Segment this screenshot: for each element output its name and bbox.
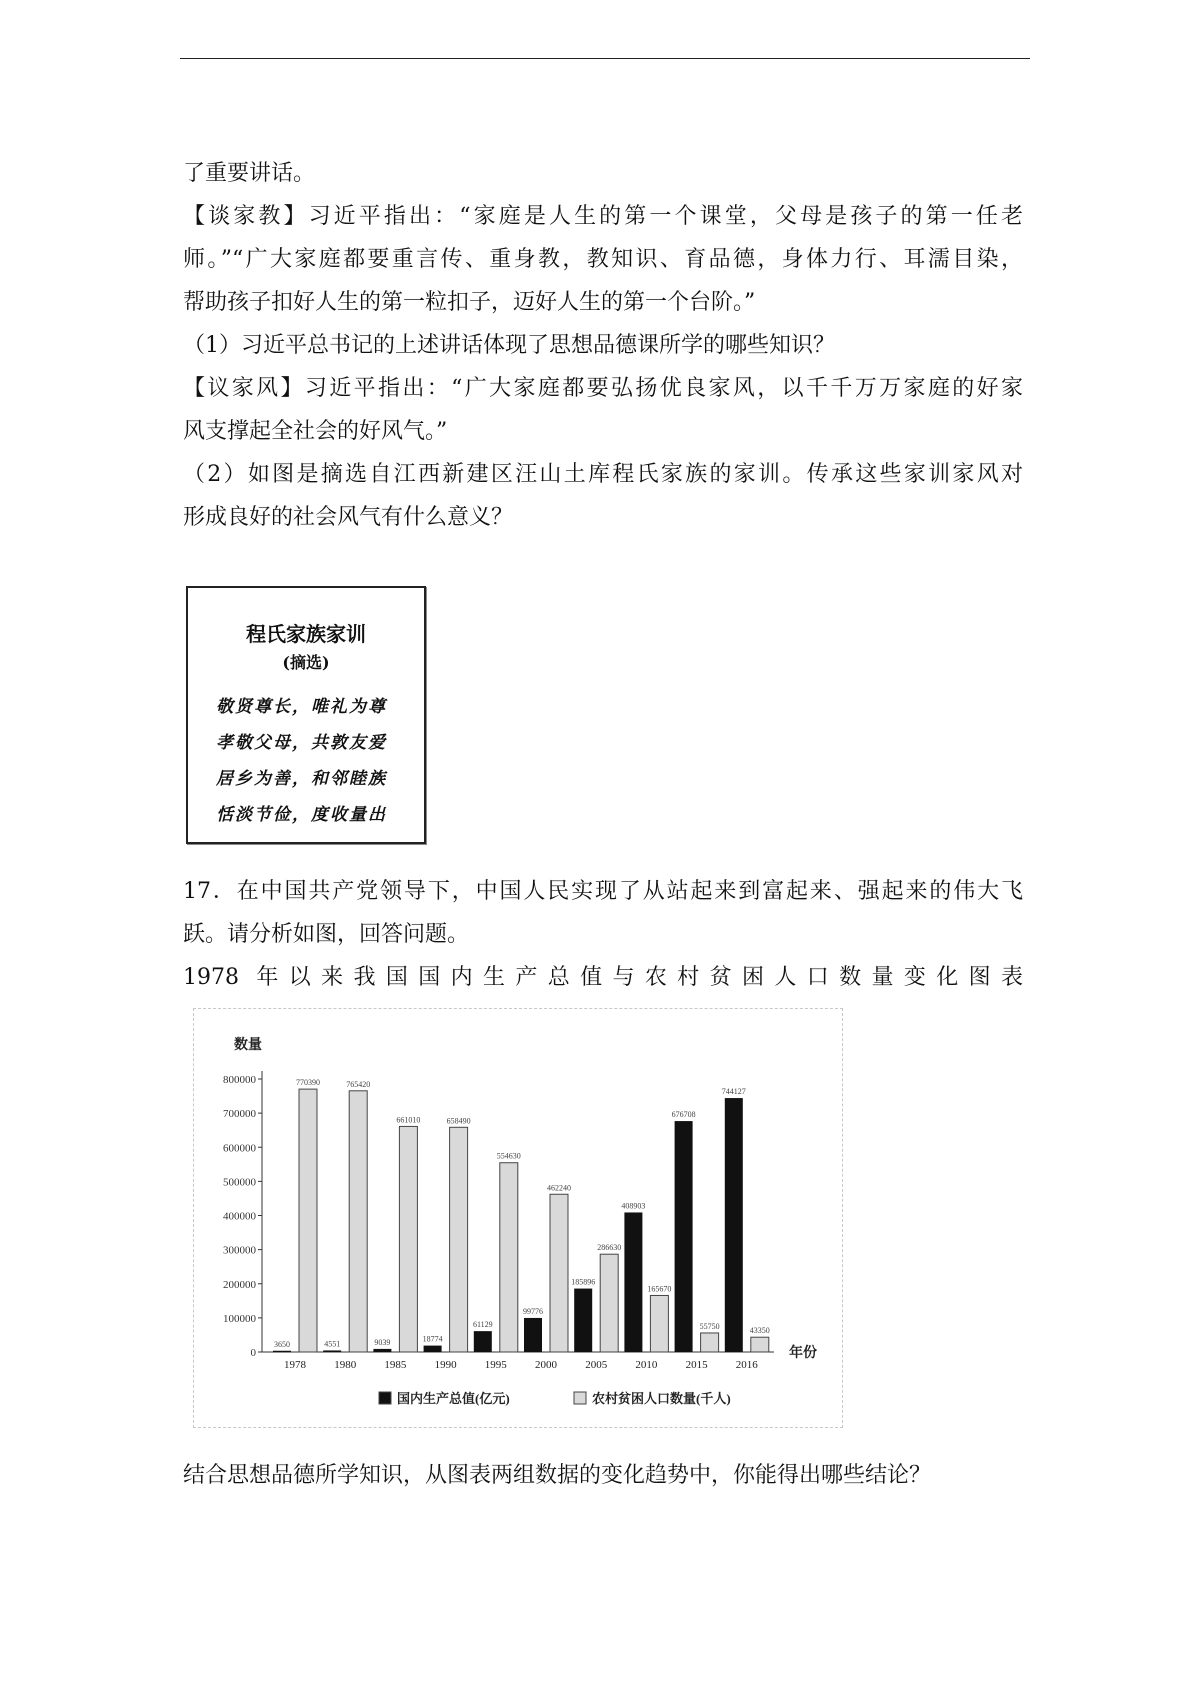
motto-line: 敬贤尊长，唯礼为尊 [216, 697, 387, 717]
x-tick-label: 2005 [585, 1359, 608, 1371]
x-tick-label: 2010 [635, 1359, 658, 1371]
x-tick-label: 2015 [685, 1359, 708, 1371]
bar-poverty [349, 1091, 367, 1352]
bar-poverty [399, 1126, 417, 1352]
x-tick-label: 1980 [334, 1359, 357, 1371]
bar-gdp [624, 1212, 642, 1352]
y-tick-label: 600000 [223, 1142, 256, 1155]
motto-line: 居乡为善，和邻睦族 [216, 769, 387, 789]
y-tick-label: 100000 [223, 1312, 256, 1325]
data-label: 661010 [396, 1115, 421, 1125]
data-label: 408903 [621, 1201, 646, 1211]
data-label: 770390 [296, 1078, 320, 1088]
data-label: 43350 [749, 1326, 770, 1336]
bar-gdp [273, 1351, 291, 1353]
gdp-poverty-chart [193, 1008, 843, 1428]
family-motto-box [186, 586, 426, 844]
y-tick-label: 0 [250, 1347, 256, 1359]
text-line: 了重要讲话。 [183, 161, 316, 186]
x-axis-label: 年份 [789, 1346, 817, 1361]
bar-gdp [323, 1350, 341, 1352]
chart-caption: 1978 年以来我国国内生产总值与农村贫困人口数量变化图表 [183, 965, 1023, 990]
bar-gdp [725, 1098, 743, 1352]
bar-poverty [450, 1127, 468, 1352]
x-tick-label: 1978 [284, 1359, 306, 1371]
bar-poverty [500, 1163, 518, 1352]
data-label: 4551 [324, 1339, 341, 1349]
data-label: 765420 [346, 1079, 371, 1089]
bar-gdp [424, 1346, 442, 1352]
y-tick-label: 800000 [223, 1074, 256, 1086]
text-line: 跃。请分析如图，回答问题。 [183, 922, 470, 947]
data-label: 185896 [571, 1277, 596, 1287]
bar-poverty [650, 1295, 668, 1352]
y-tick-label: 300000 [223, 1244, 256, 1257]
bar-gdp [373, 1349, 391, 1352]
bar-poverty [751, 1337, 769, 1352]
x-tick-label: 2000 [535, 1359, 557, 1371]
question-17-prompt: 结合思想品德所学知识，从图表两组数据的变化趋势中，你能得出哪些结论？ [183, 1463, 932, 1488]
motto-line: 孝敬父母，共敦友爱 [216, 733, 387, 753]
y-tick-label: 200000 [223, 1278, 256, 1291]
legend-label: 农村贫困人口数量(千人) [592, 1391, 731, 1406]
data-label: 99776 [523, 1306, 543, 1316]
y-tick-label: 400000 [223, 1210, 256, 1223]
data-label: 61129 [472, 1320, 493, 1330]
motto-line: 恬淡节俭，度收量出 [216, 805, 387, 825]
text-line: 师。”“广大家庭都要重言传、重身教，教知识、育品德，身体力行、耳濡目染， [183, 247, 1023, 272]
chart-svg [194, 1009, 842, 1427]
motto-subtitle: (摘选) [282, 653, 330, 672]
text-line: 【谈家教】习近平指出：“家庭是人生的第一个课堂，父母是孩子的第一任老 [183, 204, 1023, 229]
text-line: 风支撑起全社会的好风气。” [183, 419, 448, 444]
data-label: 55750 [699, 1321, 720, 1331]
x-tick-label: 1995 [484, 1359, 507, 1371]
data-label: 462240 [547, 1183, 571, 1193]
text-line: 形成良好的社会风气有什么意义？ [183, 505, 514, 530]
text-line: 【议家风】习近平指出：“广大家庭都要弘扬优良家风，以千千万万家庭的好家 [183, 376, 1023, 401]
question-2: （2）如图是摘选自江西新建区汪山土库程氏家族的家训。传承这些家训家风对 [183, 462, 1023, 487]
data-label: 744127 [721, 1087, 746, 1097]
x-tick-label: 2016 [735, 1359, 758, 1371]
y-axis-label: 数量 [234, 1038, 262, 1053]
x-tick-label: 1990 [434, 1359, 457, 1371]
header-rule [180, 58, 1030, 59]
bar-poverty [550, 1194, 568, 1352]
question-17: 17．在中国共产党领导下，中国人民实现了从站起来到富起来、强起来的伟大飞 [183, 879, 1023, 904]
data-label: 165670 [647, 1284, 672, 1294]
data-label: 3650 [274, 1339, 290, 1349]
data-label: 676708 [671, 1110, 696, 1120]
question-1: （1）习近平总书记的上述讲话体现了思想品德课所学的哪些知识？ [183, 333, 835, 358]
bar-gdp [524, 1318, 542, 1352]
legend-label: 国内生产总值(亿元) [397, 1391, 510, 1406]
legend-swatch [574, 1392, 586, 1404]
x-tick-label: 1985 [384, 1359, 407, 1371]
data-label: 554630 [496, 1151, 521, 1161]
data-label: 9039 [374, 1337, 391, 1347]
bar-poverty [701, 1333, 719, 1352]
bar-gdp [675, 1121, 693, 1352]
bar-poverty [299, 1089, 317, 1352]
legend-swatch [379, 1392, 391, 1404]
bar-gdp [574, 1289, 592, 1352]
data-label: 18774 [422, 1334, 443, 1344]
y-tick-label: 700000 [223, 1108, 256, 1121]
motto-title: 程氏家族家训 [246, 622, 366, 646]
data-label: 286630 [597, 1243, 622, 1253]
data-label: 658490 [446, 1116, 471, 1126]
bar-gdp [474, 1331, 492, 1352]
bar-poverty [600, 1254, 618, 1352]
text-line: 帮助孩子扣好人生的第一粒扣子，迈好人生的第一个台阶。” [183, 290, 756, 315]
y-tick-label: 500000 [223, 1176, 256, 1189]
